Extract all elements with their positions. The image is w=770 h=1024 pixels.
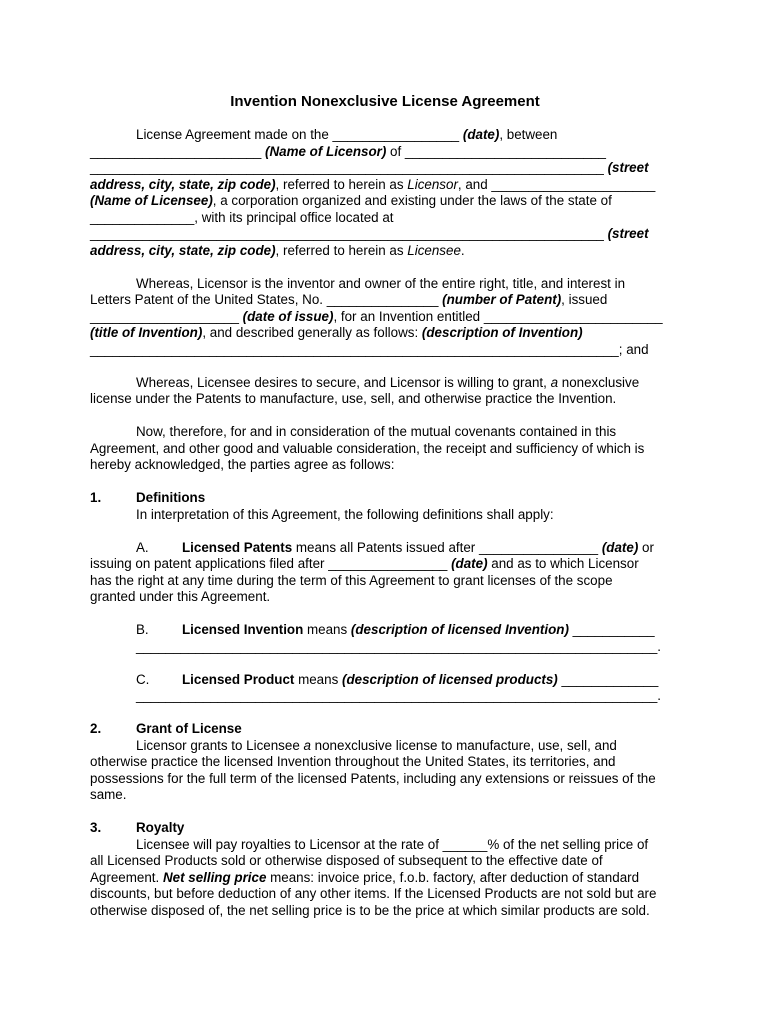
text-line: ______________________________________________________________________.: [136, 688, 662, 703]
placeholder-licensor-name: (Name of Licensor): [265, 143, 387, 159]
definition-b: [90, 622, 680, 655]
text-line: [90, 226, 680, 243]
definition-term: Licensed Invention: [182, 622, 304, 637]
term-net-selling-price: Net selling price: [162, 869, 267, 885]
text-run: a: [550, 374, 559, 390]
section-definitions: [90, 490, 680, 705]
section-heading: [90, 490, 680, 507]
definition-term: Licensed Patents: [182, 539, 293, 555]
text-run: Letters Patent of the United States, No. _______________: [90, 292, 443, 307]
placeholder-date: (date): [462, 127, 500, 142]
text-run: Agreement.: [90, 869, 163, 885]
consideration-paragraph: [90, 424, 680, 474]
text-line: [90, 243, 680, 260]
placeholder-invention-description: (description of Invention): [421, 325, 583, 340]
placeholder-address: address, city, state, zip code): [90, 242, 276, 258]
placeholder-address: address, city, state, zip code): [90, 176, 276, 192]
text-run: , issued: [561, 292, 608, 307]
definition-c: [90, 672, 680, 705]
text-line: possessions for the full term of the licensed Patents, including any extensions or reissues of the: [90, 770, 656, 786]
text-run: _____________: [557, 671, 659, 687]
text-run: , for an Invention entitled ________________________: [333, 308, 663, 324]
text-run: .: [460, 242, 465, 258]
text-run: , referred to herein as: [275, 176, 408, 192]
text-line: _______________________________________________________________________; and: [90, 341, 649, 357]
section-number: 3.: [90, 820, 102, 835]
placeholder-issue-date: (date of issue): [242, 308, 334, 324]
text-run: means: invoice price, f.o.b. factory, after deduction of standard: [266, 869, 640, 885]
definition-label: C.: [136, 671, 150, 687]
text-run: , referred to herein as: [275, 242, 408, 258]
text-run: means: [294, 671, 342, 687]
text-line: license under the Patents to manufacture, use, sell, and otherwise practice the Invention.: [90, 391, 617, 406]
text-line: hereby acknowledged, the parties agree as follows:: [90, 457, 395, 472]
placeholder-date: (date): [451, 556, 488, 571]
text-run: , a corporation organized and existing under the laws of the state of: [212, 193, 612, 208]
whereas-licensee-paragraph: [90, 375, 680, 408]
document-title: Invention Nonexclusive License Agreement: [230, 93, 540, 110]
text-run: ____________________: [90, 308, 243, 324]
text-line: all Licensed Products sold or otherwise disposed of subsequent to the effective date of: [90, 853, 603, 868]
text-line: [90, 375, 680, 392]
text-line: [90, 177, 680, 194]
section-heading: [90, 721, 680, 738]
placeholder-licensee-name: (Name of Licensee): [90, 193, 213, 208]
text-line: [90, 870, 680, 887]
placeholder-street: (street: [607, 160, 649, 175]
text-run: of ___________________________: [386, 143, 606, 159]
text-line: otherwise practice the licensed Invention throughout the United States, its territories, and: [90, 754, 616, 769]
text-line: ______________, with its principal office located at: [90, 209, 394, 225]
definition-term: Licensed Product: [182, 671, 295, 687]
text-run: a: [303, 737, 311, 753]
text-run: _____________________________________________________________________: [90, 226, 608, 241]
placeholder-street: (street: [607, 226, 649, 241]
text-run: means all Patents issued after ________________: [292, 539, 602, 555]
document-body: [90, 127, 680, 919]
text-run: _____________________________________________________________________: [90, 160, 608, 175]
text-line: Agreement, and other good and valuable consideration, the receipt and sufficiency of which is: [90, 440, 645, 456]
text-line: Whereas, Licensor is the inventor and owner of the entire right, title, and interest in: [136, 275, 626, 291]
placeholder-date: (date): [601, 539, 639, 555]
text-line: [90, 309, 680, 326]
section-title: Definitions: [136, 490, 206, 505]
text-run: License Agreement made on the _________________: [136, 127, 463, 142]
text-run: , and described generally as follows:: [202, 325, 422, 340]
text-line: [90, 622, 680, 639]
text-line: discounts, but before deduction of any other items. If the Licensed Products are not sold but are: [90, 886, 657, 901]
section-title: Grant of License: [136, 721, 242, 736]
term-licensee: Licensee: [407, 242, 461, 258]
text-run: Whereas, Licensee desires to secure, and Licensor is willing to grant,: [136, 374, 551, 390]
placeholder-description: (description of licensed Invention): [350, 622, 569, 637]
text-run: and as to which Licensor: [487, 556, 639, 571]
text-line: Now, therefore, for and in consideration of the mutual covenants contained in this: [136, 424, 617, 439]
text-line: granted under this Agreement.: [90, 589, 271, 604]
definition-label: A.: [136, 539, 149, 555]
section-title: Royalty: [136, 820, 185, 835]
text-run: nonexclusive license to manufacture, use, sell, and: [310, 737, 617, 753]
section-number: 2.: [90, 721, 102, 736]
term-licensor: Licensor: [407, 176, 458, 192]
section-number: 1.: [90, 490, 102, 505]
text-line: same.: [90, 787, 127, 802]
placeholder-patent-number: (number of Patent): [442, 292, 562, 307]
placeholder-description: (description of licensed products): [342, 671, 558, 687]
text-line: ______________________________________________________________________.: [136, 638, 662, 654]
text-line: [90, 540, 680, 557]
text-line: [90, 556, 680, 573]
text-line: [90, 672, 680, 689]
text-line: [90, 193, 680, 210]
text-run: nonexclusive: [558, 374, 640, 390]
text-run: means: [303, 622, 351, 637]
text-line: [90, 144, 680, 161]
text-run: , and ______________________: [457, 176, 656, 192]
section-heading: [90, 820, 680, 837]
text-run: issuing on patent applications filed after ________________: [90, 556, 452, 571]
section-grant-of-license: [90, 721, 680, 804]
text-line: [90, 325, 680, 342]
text-run: or: [638, 539, 654, 555]
text-line: otherwise disposed of, the net selling price is to be the price at which similar products are sold.: [90, 902, 650, 918]
whereas-inventor-paragraph: [90, 276, 680, 359]
text-run: , between: [499, 127, 558, 142]
definition-a: [90, 540, 680, 606]
text-line: [90, 738, 680, 755]
text-line: has the right at any time during the term of this Agreement to grant licenses of the scope: [90, 572, 613, 588]
text-line: [90, 127, 680, 144]
text-line: [90, 292, 680, 309]
text-run: Licensor grants to Licensee: [136, 737, 304, 753]
text-line: Licensee will pay royalties to Licensor at the rate of ______% of the net selling price of: [136, 836, 649, 852]
text-run: _______________________: [90, 143, 266, 159]
text-line: In interpretation of this Agreement, the following definitions shall apply:: [136, 506, 554, 522]
parties-paragraph: [90, 127, 680, 259]
section-royalty: [90, 820, 680, 919]
placeholder-invention-title: (title of Invention): [90, 325, 203, 340]
text-run: ___________: [568, 622, 655, 637]
text-line: [90, 160, 680, 177]
definition-label: B.: [136, 622, 149, 637]
